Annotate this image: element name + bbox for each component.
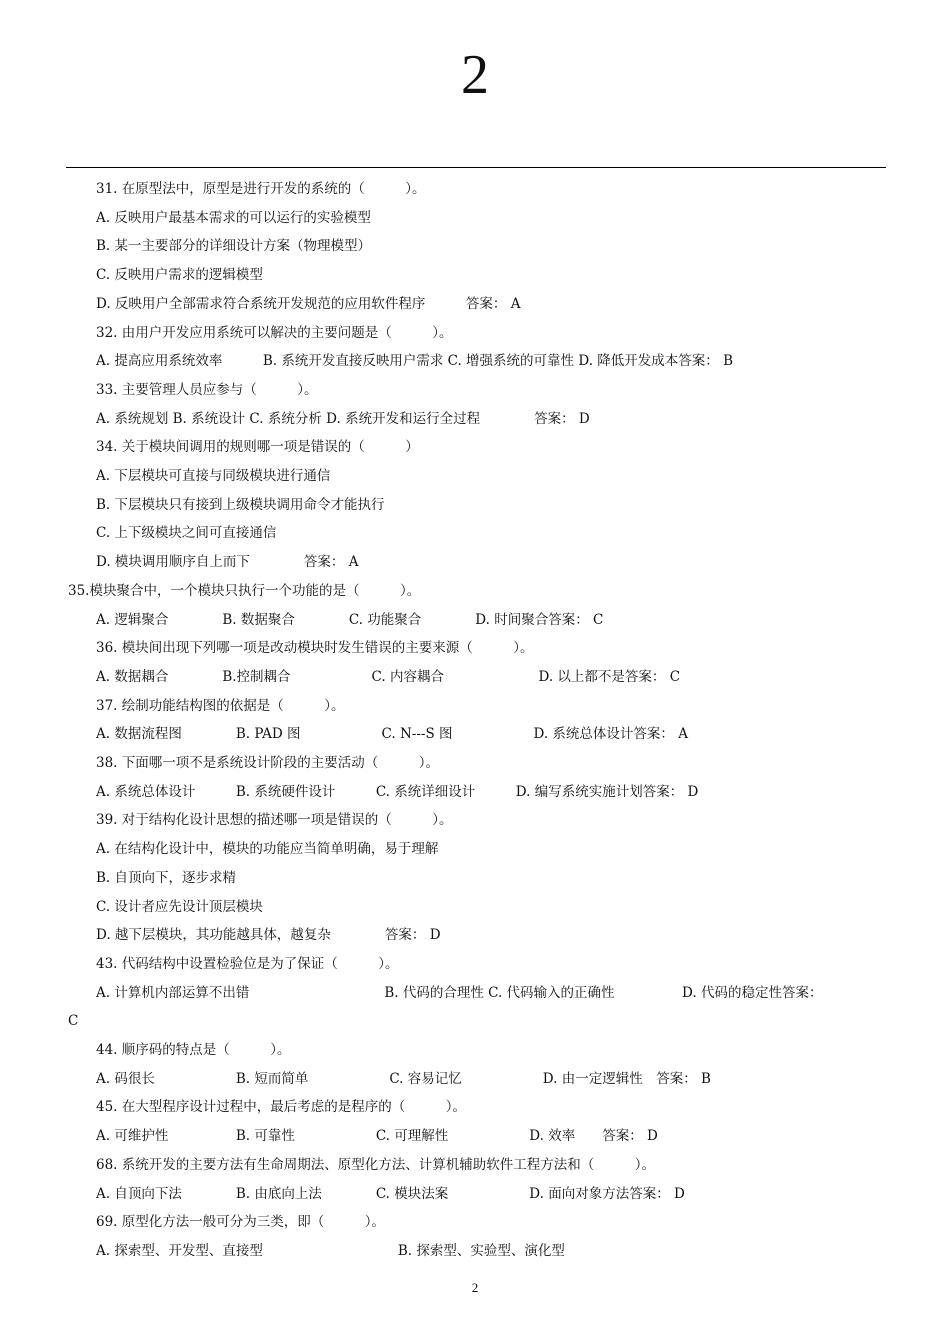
text-line: 68. 系统开发的主要方法有生命周期法、原型化方法、计算机辅助软件工程方法和（ ）。 [96, 1157, 656, 1173]
text-line: 35.模块聚合中，一个模块只执行一个功能的是（ ）。 [68, 583, 421, 599]
text-line: 44. 顺序码的特点是（ ）。 [96, 1042, 291, 1058]
page-header-number: 2 [461, 44, 489, 106]
text-line: A. 码很长 B. 短而简单 C. 容易记忆 D. 由一定逻辑性 答案： B [96, 1071, 711, 1087]
text-line: 45. 在大型程序设计过程中，最后考虑的是程序的（ ）。 [96, 1099, 467, 1115]
text-line: A. 可维护性 B. 可靠性 C. 可理解性 D. 效率 答案： D [96, 1128, 658, 1144]
text-line: 31. 在原型法中，原型是进行开发的系统的（ ）。 [96, 181, 426, 197]
text-line: A. 自顶向下法 B. 由底向上法 C. 模块法案 D. 面向对象方法答案： D [96, 1186, 685, 1202]
text-line: 38. 下面哪一项不是系统设计阶段的主要活动（ ）。 [96, 755, 440, 771]
text-line: D. 模块调用顺序自上而下 答案： A [96, 554, 359, 570]
text-line: A. 逻辑聚合 B. 数据聚合 C. 功能聚合 D. 时间聚合答案： C [96, 612, 604, 628]
text-line: B. 自顶向下，逐步求精 [96, 870, 237, 886]
text-line: A. 下层模块可直接与同级模块进行通信 [96, 468, 331, 484]
text-line: 36. 模块间出现下列哪一项是改动模块时发生错误的主要来源（ ）。 [96, 640, 534, 656]
text-line: A. 提高应用系统效率 B. 系统开发直接反映用户需求 C. 增强系统的可靠性 D. 降低开发成本答案： B [96, 353, 733, 369]
text-line: A. 计算机内部运算不出错 B. 代码的合理性 C. 代码输入的正确性 D. 代码的稳定性答案： [96, 985, 823, 1001]
header-divider [66, 167, 886, 168]
text-line: 69. 原型化方法一般可分为三类，即（ ）。 [96, 1214, 386, 1230]
text-line: 33. 主要管理人员应参与（ ）。 [96, 382, 318, 398]
text-line: C [68, 1013, 79, 1029]
text-line: A. 探索型、开发型、直接型 B. 探索型、实验型、演化型 [96, 1243, 565, 1259]
text-line: B. 某一主要部分的详细设计方案（物理模型） [96, 238, 372, 254]
text-line: D. 越下层模块，其功能越具体，越复杂 答案： D [96, 927, 441, 943]
text-line: A. 数据流程图 B. PAD 图 C. N---S 图 D. 系统总体设计答案： A [96, 726, 688, 742]
text-line: A. 在结构化设计中，模块的功能应当简单明确，易于理解 [96, 841, 439, 857]
text-line: 34. 关于模块间调用的规则哪一项是错误的（ ） [96, 439, 419, 455]
text-line: C. 设计者应先设计顶层模块 [96, 899, 263, 915]
text-line: B. 下层模块只有接到上级模块调用命令才能执行 [96, 497, 385, 513]
text-line: 32. 由用户开发应用系统可以解决的主要问题是（ ）。 [96, 325, 453, 341]
text-line: 39. 对于结构化设计思想的描述哪一项是错误的（ ）。 [96, 812, 453, 828]
text-line: C. 上下级模块之间可直接通信 [96, 525, 277, 541]
text-line: A. 系统规划 B. 系统设计 C. 系统分析 D. 系统开发和运行全过程 答案： D [96, 411, 590, 427]
page-footer-number: 2 [471, 1280, 479, 1295]
text-line: D. 反映用户全部需求符合系统开发规范的应用软件程序 答案： A [96, 296, 521, 312]
text-line: 43. 代码结构中设置检验位是为了保证（ ）。 [96, 956, 399, 972]
text-line: 37. 绘制功能结构图的依据是（ ）。 [96, 698, 345, 714]
text-line: A. 系统总体设计 B. 系统硬件设计 C. 系统详细设计 D. 编写系统实施计划答案： D [96, 784, 699, 800]
text-line: A. 反映用户最基本需求的可以运行的实验模型 [96, 210, 371, 226]
text-line: C. 反映用户需求的逻辑模型 [96, 267, 263, 283]
text-line: A. 数据耦合 B.控制耦合 C. 内容耦合 D. 以上都不是答案： C [96, 669, 681, 685]
